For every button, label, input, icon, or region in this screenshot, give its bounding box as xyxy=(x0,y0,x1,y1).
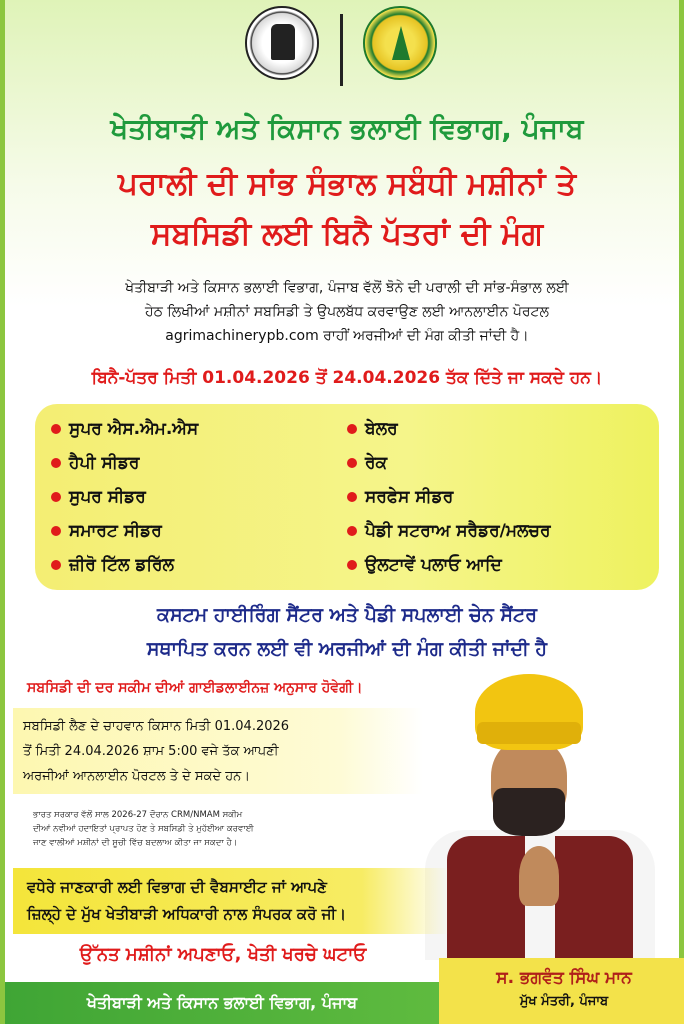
list-item: ਜ਼ੀਰੋ ਟਿੱਲ ਡਰਿੱਲ xyxy=(51,548,198,582)
portrait-jacket-right xyxy=(555,836,633,960)
intro-line-1: ਖੇਤੀਬਾੜੀ ਅਤੇ ਕਿਸਾਨ ਭਲਾਈ ਵਿਭਾਗ, ਪੰਜਾਬ ਵੱਲੋਂ ਝੋਨੇ ਦੀ ਪਰਾਲੀ ਦੀ ਸਾਂਭ-ਸੰਭਾਲ ਲਈ xyxy=(125,280,569,296)
list-item: ਸਮਾਰਟ ਸੀਡਰ xyxy=(51,514,198,548)
government-of-punjab-seal-icon xyxy=(245,6,319,80)
list-item: ਬੇਲਰ xyxy=(347,412,551,446)
department-title: ਖੇਤੀਬਾੜੀ ਅਤੇ ਕਿਸਾਨ ਭਲਾਈ ਵਿਭਾਗ, ਪੰਜਾਬ xyxy=(110,112,584,145)
bullet-icon xyxy=(347,492,357,502)
bullet-icon xyxy=(347,458,357,468)
note-line-1: ਭਾਰਤ ਸਰਕਾਰ ਵੱਲੋਂ ਸਾਲ 2026-27 ਦੌਰਾਨ CRM/NMAM ਸਕੀਮ xyxy=(33,810,243,820)
headline-line-2: ਸਬਸਿਡੀ ਲਈ ਬਿਨੈ ਪੱਤਰਾਂ ਦੀ ਮੰਗ xyxy=(150,216,544,252)
bullet-icon xyxy=(347,560,357,570)
contact-line-1: ਵਧੇਰੇ ਜਾਣਕਾਰੀ ਲਈ ਵਿਭਾਗ ਦੀ ਵੈਬਸਾਈਟ ਜਾਂ ਆਪਣੇ xyxy=(27,878,327,896)
fine-print-note xyxy=(33,808,333,850)
apply-line-2: ਤੋਂ ਮਿਤੀ 24.04.2026 ਸ਼ਾਮ 5:00 ਵਜੇ ਤੱਕ ਆਪਣੀ xyxy=(23,744,279,759)
custom-hiring-line-1: ਕਸਟਮ ਹਾਈਰਿੰਗ ਸੈਂਟਰ ਅਤੇ ਪੈਡੀ ਸਪਲਾਈ ਚੇਨ ਸੈਂਟਰ xyxy=(156,604,537,626)
bullet-icon xyxy=(347,424,357,434)
emblem-shape xyxy=(271,24,295,60)
bullet-icon xyxy=(51,458,61,468)
bullet-icon xyxy=(51,424,61,434)
tree-shape xyxy=(392,26,410,60)
slogan: ਉੱਨਤ ਮਸ਼ੀਨਾਂ ਅਪਣਾਓ, ਖੇਤੀ ਖਰਚੇ ਘਟਾਓ xyxy=(79,944,367,965)
footer-department-bar: ਖੇਤੀਬਾੜੀ ਅਤੇ ਕਿਸਾਨ ਭਲਾਈ ਵਿਭਾਗ, ਪੰਜਾਬ xyxy=(5,982,439,1024)
contact-info-box xyxy=(13,868,449,934)
bullet-icon xyxy=(51,526,61,536)
list-item: ਸੁਪਰ ਐਸ.ਐਮ.ਐਸ xyxy=(51,412,198,446)
subsidy-rate-note: ਸਬਸਿਡੀ ਦੀ ਦਰ ਸਕੀਮ ਦੀਆਂ ਗਾਈਡਲਾਈਨਜ਼ ਅਨੁਸਾਰ ਹੋਵੇਗੀ। xyxy=(27,680,363,696)
contact-line-2: ਜ਼ਿਲ੍ਹੇ ਦੇ ਮੁੱਖ ਖੇਤੀਬਾੜੀ ਅਧਿਕਾਰੀ ਨਾਲ ਸੰਪਰਕ ਕਰੋ ਜੀ। xyxy=(27,905,347,923)
list-item: ਸੁਪਰ ਸੀਡਰ xyxy=(51,480,198,514)
intro-line-2: ਹੇਠ ਲਿਖੀਆਂ ਮਸ਼ੀਨਾਂ ਸਬਸਿਡੀ ਤੇ ਉਪਲਬੱਧ ਕਰਵਾਉਣ ਲਈ ਆਨਲਾਈਨ ਪੋਰਟਲ xyxy=(144,304,549,320)
apply-line-3: ਅਰਜੀਆਂ ਆਨਲਾਈਨ ਪੋਰਟਲ ਤੇ ਦੇ ਸਕਦੇ ਹਨ। xyxy=(23,769,251,784)
custom-hiring-line-2: ਸਥਾਪਿਤ ਕਰਨ ਲਈ ਵੀ ਅਰਜੀਆਂ ਦੀ ਮੰਗ ਕੀਤੀ ਜਾਂਦੀ ਹੈ xyxy=(146,638,548,660)
portrait-turban-band xyxy=(477,722,581,744)
note-line-2: ਦੀਆਂ ਨਵੀਆਂ ਹਦਾਇਤਾਂ ਪ੍ਰਾਪਤ ਹੋਣ ਤੇ ਸਬਸਿਡੀ ਤੇ ਮੁਹੱਈਆ ਕਰਵਾਈ xyxy=(33,824,254,834)
list-item: ਸਰਫੇਸ ਸੀਡਰ xyxy=(347,480,551,514)
apply-info-box xyxy=(13,708,423,794)
portrait-jacket-left xyxy=(447,836,525,960)
logo-divider xyxy=(340,14,343,86)
apply-line-1: ਸਬਸਿਡੀ ਲੈਣ ਦੇ ਚਾਹਵਾਨ ਕਿਸਾਨ ਮਿਤੀ 01.04.2026 xyxy=(23,719,290,734)
chief-minister-portrait xyxy=(415,670,665,960)
list-item: ਰੇਕ xyxy=(347,446,551,480)
portrait-beard xyxy=(493,788,565,836)
bullet-icon xyxy=(51,560,61,570)
list-item: ਉਲਟਾਵੇਂ ਪਲਾਓ ਆਦਿ xyxy=(347,548,551,582)
agriculture-department-logo-icon xyxy=(363,6,437,80)
intro-paragraph xyxy=(45,276,649,348)
list-item: ਪੈਡੀ ਸਟਰਾਅ ਸਰੈਡਰ/ਮਲਚਰ xyxy=(347,514,551,548)
logo-row xyxy=(5,6,684,90)
intro-line-3: agrimachinerypb.com ਰਾਹੀਂ ਅਰਜੀਆਂ ਦੀ ਮੰਗ ਕੀਤੀ ਜਾਂਦੀ ਹੈ। xyxy=(165,328,529,344)
machine-column-right xyxy=(347,412,551,582)
bullet-icon xyxy=(51,492,61,502)
bullet-icon xyxy=(347,526,357,536)
machine-list-box xyxy=(35,404,659,590)
portrait-folded-hands xyxy=(519,846,559,906)
machine-column-left xyxy=(51,412,198,582)
note-line-3: ਜਾਣ ਵਾਲੀਆਂ ਮਸ਼ੀਨਾਂ ਦੀ ਸੂਚੀ ਵਿੱਚ ਬਦਲਾਅ ਕੀਤਾ ਜਾ ਸਕਦਾ ਹੈ। xyxy=(33,838,238,848)
footer-cm-box xyxy=(439,958,684,1024)
cm-title: ਮੁੱਖ ਮੰਤਰੀ, ਪੰਜਾਬ xyxy=(519,994,609,1009)
headline-line-1: ਪਰਾਲੀ ਦੀ ਸਾਂਭ ਸੰਭਾਲ ਸਬੰਧੀ ਮਸ਼ੀਨਾਂ ਤੇ xyxy=(117,166,577,202)
cm-name: ਸ. ਭਗਵੰਤ ਸਿੰਘ ਮਾਨ xyxy=(496,968,632,988)
list-item: ਹੈਪੀ ਸੀਡਰ xyxy=(51,446,198,480)
application-dates: ਬਿਨੈ-ਪੱਤਰ ਮਿਤੀ 01.04.2026 ਤੋਂ 24.04.2026 ਤੱਕ ਦਿੱਤੇ ਜਾ ਸਕਦੇ ਹਨ। xyxy=(91,368,603,388)
